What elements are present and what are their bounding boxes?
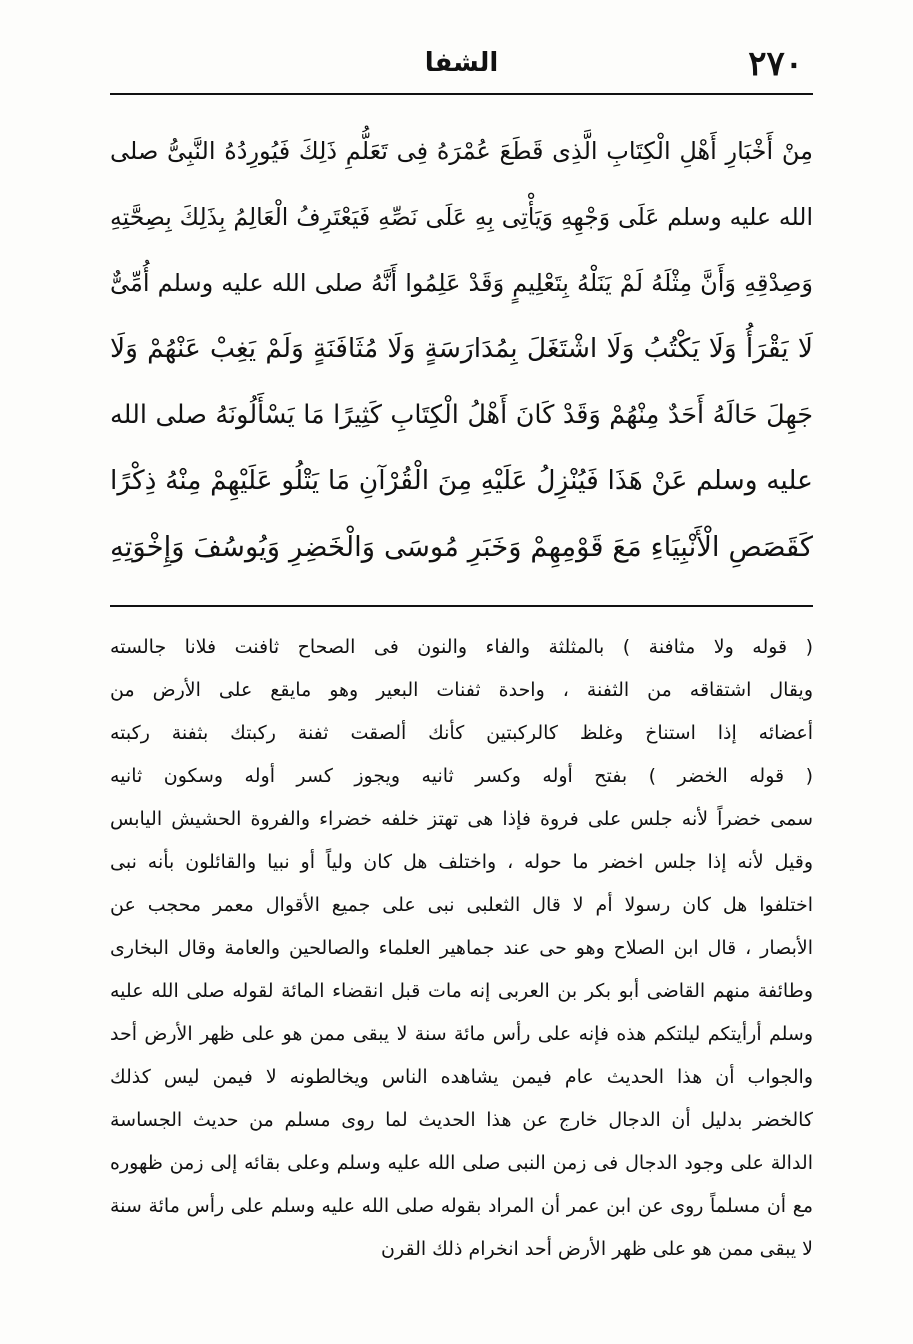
footnote-line: وسلم أرأيتكم ليلتكم هذه فإنه على رأس مائة سنة لا يبقى ممن هو على ظهر الأرض أحد [110, 1023, 813, 1045]
footnotes-block [110, 626, 813, 1271]
main-text-line: عليه وسلم عَنْ هَذَا فَيُنْزِلُ عَلَيْهِ مِنَ الْقُرْآنِ مَا يَتْلُو عَلَيْهِمْ مِنْهُ ذِكْرًا [110, 465, 813, 496]
footnote-line: ( قوله الخضر ) بفتح أوله وكسر ثانيه ويجوز كسر أوله وسكون ثانيه [110, 765, 813, 787]
main-text-line: الله عليه وسلم عَلَى وَجْهِهِ وَيَأْتِى بِهِ عَلَى نَصِّهِ فَيَعْتَرِفُ الْعَالِمُ بِذَلِكَ بِصِحَّتِهِ [110, 203, 813, 231]
footnote-line: الأبصار ، قال ابن الصلاح وهو حى عند جماهير العلماء والصالحين والعامة وقال البخارى [110, 937, 813, 959]
main-text-line: وَصِدْقِهِ وَأَنَّ مِثْلَهُ لَمْ يَنَلْهُ بِتَعْلِيمٍ وَقَدْ عَلِمُوا أَنَّهُ صلى الله عليه وسلم أُمِّىٌّ [110, 269, 813, 297]
running-title: الشفا [424, 48, 499, 78]
footnote-line: اختلفوا هل كان رسولا أم لا قال الثعلبى نبى على جميع الأقوال معمر محجب عن [110, 894, 813, 916]
footnote-line: لا يبقى ممن هو على ظهر الأرض أحد انخرام ذلك القرن [381, 1238, 813, 1260]
footnote-line: والجواب أن هذا الحديث عام فيمن يشاهده الناس ويخالطونه لا فيمن ليس كذلك [110, 1066, 813, 1088]
main-text-line: جَهِلَ حَالَهُ أَحَدٌ مِنْهُمْ وَقَدْ كَانَ أَهْلُ الْكِتَابِ كَثِيرًا مَا يَسْأَلُونَهُ صلى الله [110, 400, 813, 430]
main-text-block [110, 118, 813, 580]
main-text-line: مِنْ أَخْبَارِ أَهْلِ الْكِتَابِ الَّذِى قَطَعَ عُمْرَهُ فِى تَعَلُّمِ ذَلِكَ فَيُورِدُهُ النَّبِىُّ صلى [110, 137, 813, 165]
header-rule [110, 93, 813, 95]
footnote-line: الدالة على وجود الدجال فى زمن النبى صلى الله عليه وسلم وعلى بقائه إلى زمن ظهوره [110, 1152, 813, 1174]
footnote-line: أعضائه إذا استناخ وغلظ كالركبتين كأنك ألصقت ثفنة ركبتك بثفنة ركبته [110, 722, 813, 744]
page-number: ٢٧٠ [748, 44, 803, 84]
footnote-line: وقيل لأنه إذا جلس اخضر ما حوله ، واختلف هل كان ولياً أو نبيا والقائلون بأنه نبى [110, 851, 813, 873]
footnote-line: ويقال اشتقاقه من الثفنة ، واحدة ثفنات البعير وهو مايقع على الأرض من [110, 679, 813, 701]
footnote-line: مع أن مسلماً روى عن ابن عمر أن المراد بقوله صلى الله عليه وسلم على رأس مائة سنة [110, 1195, 813, 1217]
main-text-line: لَا يَقْرَأُ وَلَا يَكْتُبُ وَلَا اشْتَغَلَ بِمُدَارَسَةٍ وَلَا مُثَافَنَةٍ وَلَمْ يَغِبْ عَنْهُمْ وَلَا [110, 333, 813, 364]
page-header [110, 40, 813, 88]
footnote-line: كالخضر بدليل أن الدجال خارج عن هذا الحديث لما روى مسلم من حديث الجساسة [110, 1109, 813, 1131]
footnote-line: وطائفة منهم القاضى أبو بكر بن العربى إنه مات قبل انقضاء المائة لقوله صلى الله عليه [110, 980, 813, 1002]
main-text-line: كَقَصَصِ الْأَنْبِيَاءِ مَعَ قَوْمِهِمْ وَخَبَرِ مُوسَى وَالْخَضِرِ وَيُوسُفَ وَإِخْوَتِهِ [110, 531, 813, 563]
footnote-rule [110, 605, 813, 607]
footnote-line: ( قوله ولا مثافنة ) بالمثلثة والفاء والنون فى الصحاح ثافنت فلانا جالسته [110, 636, 813, 658]
footnote-line: سمى خضراً لأنه جلس على فروة فإذا هى تهتز خلفه خضراء والفروة الحشيش اليابس [110, 808, 813, 830]
